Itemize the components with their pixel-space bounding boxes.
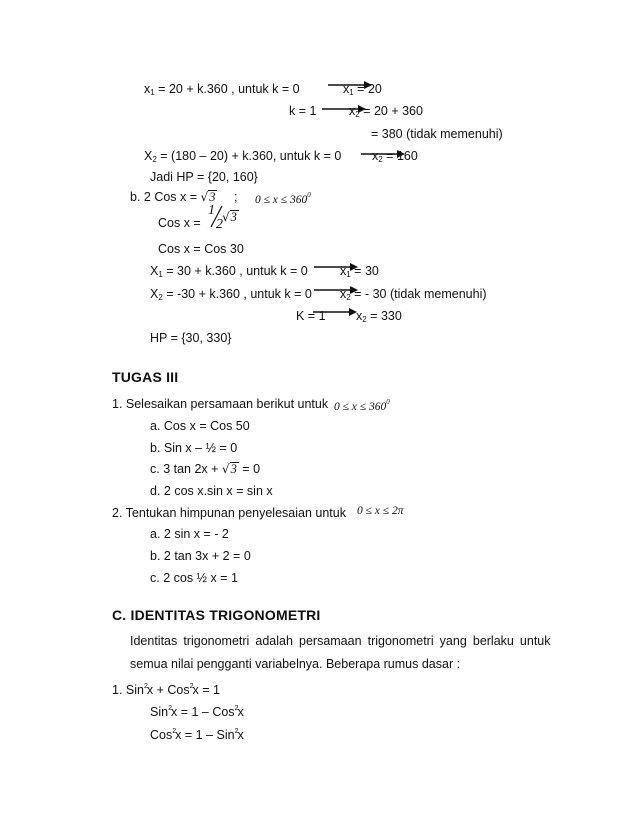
- list-item: d. 2 cos x.sin x = sin x: [150, 484, 273, 498]
- equation-result: $x_2 = 160$: [372, 149, 418, 164]
- list-item: c. 3 tan 2x + √3 = 0: [150, 462, 261, 476]
- equation-note: = 380 (tidak memenuhi): [371, 127, 503, 141]
- domain-condition: 0 ≤ x ≤ 2π: [357, 505, 404, 517]
- equation-condition: k = 1: [289, 104, 317, 118]
- section-heading: C. IDENTITAS TRIGONOMETRI: [112, 607, 321, 623]
- equation-line: b. 2 Cos x = √3: [130, 190, 216, 204]
- list-item: c. 2 cos ½ x = 1: [150, 571, 238, 585]
- solution-set: Jadi HP = {20, 160}: [150, 170, 258, 184]
- equation-line: Cos x = Cos 30: [158, 242, 244, 256]
- equation-result: $x_1 = 20$: [343, 82, 382, 97]
- section-heading: TUGAS III: [112, 369, 179, 385]
- equation-result: $x_2 = 330$: [356, 309, 402, 324]
- sqrt-icon: √: [221, 462, 230, 476]
- sqrt-icon: √: [200, 190, 209, 204]
- equation-result: $x_2 = 20 + 360$: [349, 104, 423, 119]
- paragraph-line: Identitas trigonometri adalah persamaan trigonometri yang berlaku untuk: [130, 634, 551, 648]
- equation-result: $x_1 = 30$: [340, 264, 379, 279]
- equation-line: $X_2 = (180 - 20) + k.360$, untuk k = 0: [144, 149, 342, 164]
- identity-formula: Sin$^2$x = 1 – Cos$^2$x: [150, 705, 244, 719]
- question-2: 2. Tentukan himpunan penyelesaian untuk: [112, 506, 346, 520]
- identity-formula: 1. Sin$^2$x + Cos$^2$x = 1: [112, 683, 220, 697]
- sqrt-term: √3: [222, 210, 237, 224]
- fraction: 1 2: [208, 203, 223, 232]
- list-item: b. 2 tan 3x + 2 = 0: [150, 549, 251, 563]
- semicolon: ;: [234, 190, 238, 204]
- list-item: a. Cos x = Cos 50: [150, 419, 250, 433]
- question-1: 1. Selesaikan persamaan berikut untuk: [112, 397, 329, 411]
- sqrt-icon: √: [222, 210, 230, 224]
- equation-line: $X_2 = -30 + k.360$ , untuk k = 0: [150, 287, 312, 302]
- identity-formula: Cos$^2$x = 1 – Sin$^2$x: [150, 728, 244, 742]
- solution-set: HP = {30, 330}: [150, 331, 232, 345]
- domain-condition: $0 \le x \le 360^0$: [334, 398, 390, 413]
- equation-condition: K = 1: [296, 309, 326, 323]
- equation-line: $x_1 = 20 + k.360$ , untuk k = 0: [144, 82, 300, 97]
- equation-line: $X_1 = 30 + k.360$ , untuk k = 0: [150, 264, 308, 279]
- domain-condition: $0 \le x \le 360^0$: [255, 191, 311, 206]
- list-item: a. 2 sin x = - 2: [150, 527, 229, 541]
- list-item: b. Sin x – ½ = 0: [150, 441, 238, 455]
- paragraph-line: semua nilai pengganti variabelnya. Beberapa rumus dasar :: [130, 657, 461, 671]
- equation-line: Cos x =: [158, 216, 201, 230]
- equation-result: $x_2$ = - 30 (tidak memenuhi): [340, 287, 487, 302]
